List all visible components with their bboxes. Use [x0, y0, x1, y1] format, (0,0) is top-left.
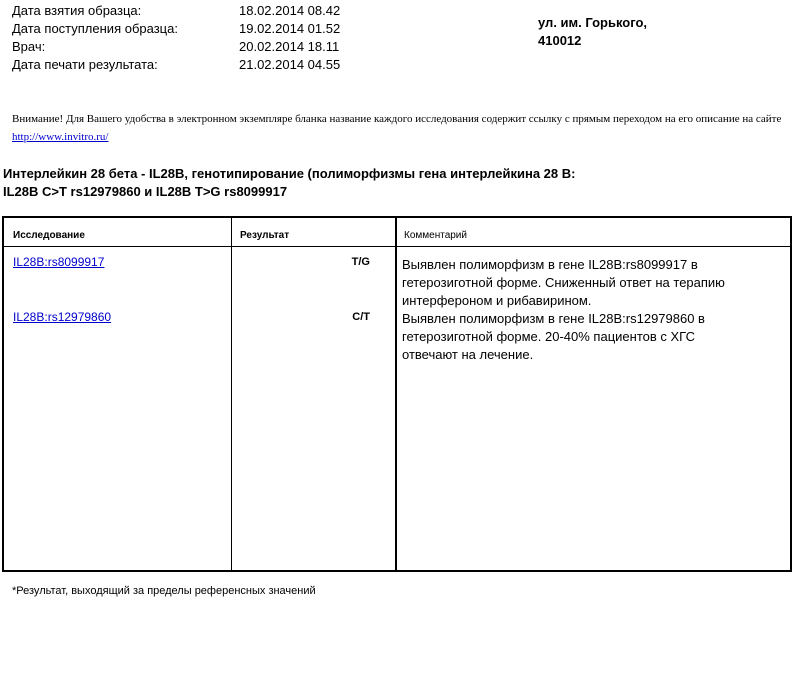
meta-label: Дата печати результата: [12, 57, 158, 72]
comment-rs8099917: Выявлен полиморфизм в гене IL28B:rs8099917 в гетерозиготной форме. Сниженный ответ на терапию интерфероном и рибавирином. [402, 257, 725, 308]
address-postcode: 410012 [538, 33, 582, 48]
meta-value: 19.02.2014 01.52 [239, 21, 341, 36]
result-rs12979860: C/T [352, 311, 370, 323]
meta-label: Дата поступления образца: [12, 21, 178, 36]
header-study: Исследование [13, 230, 85, 241]
notice [12, 110, 792, 146]
address-line: ул. им. Горького, [538, 15, 648, 30]
results-table [2, 216, 792, 572]
comment-rs12979860: Выявлен полиморфизм в гене IL28B:rs12979860 в гетерозиготной форме. 20-40% пациентов с ХГС отвечают на лечение. [402, 311, 705, 362]
meta-value: 18.02.2014 08.42 [239, 3, 341, 18]
receipt-date-row [12, 20, 412, 38]
sample-date-row [12, 2, 412, 20]
header-comment: Комментарий [404, 230, 467, 241]
test-title-line: Интерлейкин 28 бета - IL28B, генотипирование (полиморфизмы гена интерлейкина 28 B: [3, 166, 576, 181]
meta-label: Дата взятия образца: [12, 3, 142, 18]
study-link-rs8099917[interactable]: IL28B:rs8099917 [13, 255, 105, 269]
header-result: Результат [240, 230, 290, 241]
result-rs8099917: T/G [351, 256, 370, 268]
test-title-line: IL28B C>T rs12979860 и IL28B T>G rs8099917 [3, 184, 288, 199]
meta-label: Врач: [12, 39, 46, 54]
column-divider [231, 218, 232, 570]
sample-info [12, 2, 412, 74]
column-divider [395, 218, 397, 570]
meta-value: 21.02.2014 04.55 [239, 57, 341, 72]
study-link-rs12979860[interactable]: IL28B:rs12979860 [13, 310, 112, 324]
print-date-row [12, 56, 412, 74]
doctor-row [12, 38, 412, 56]
invitro-link[interactable]: http://www.invitro.ru/ [12, 131, 109, 143]
header-divider [4, 246, 790, 247]
address [538, 14, 647, 50]
test-title [3, 165, 793, 201]
meta-value: 20.02.2014 18.11 [239, 39, 340, 54]
footnote: *Результат, выходящий за пределы референсных значений [12, 585, 316, 597]
notice-text: Внимание! Для Вашего удобства в электронном экземпляре бланка название каждого исследования содержит ссылку с прямым переходом на его описание на сайте [12, 113, 782, 125]
